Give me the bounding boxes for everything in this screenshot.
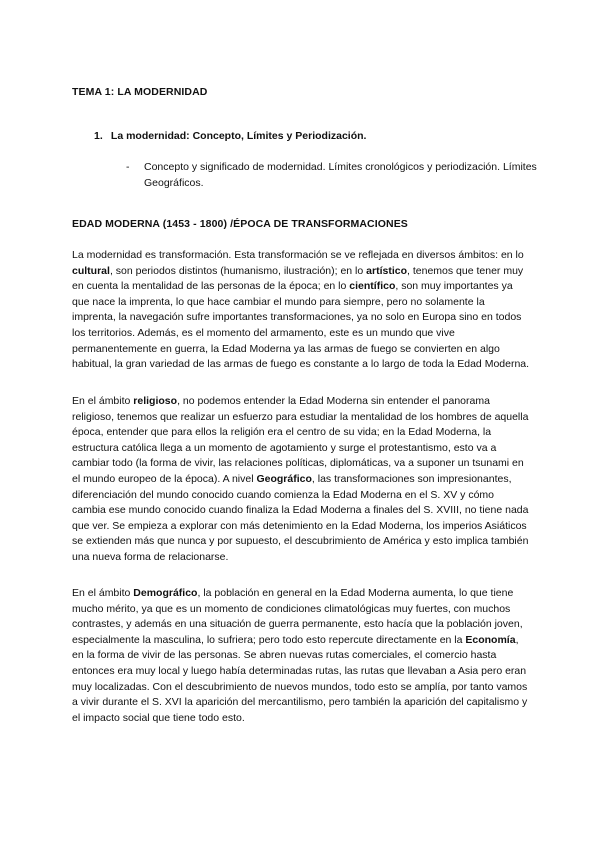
text-run: En el ámbito [72,587,134,599]
text-run: , son muy importantes ya que nace la imprenta, lo que hace cambiar el mundo para siempre, pero no solamente la imprenta, la navegación sufre importantes transformaciones, ya no solo en Europa sino en todos los territorios. Además, es el momento del armamento, este es un mundo que vive permanentemente en guerra, la Edad Moderna ya las armas de fuego se convierten en algo habitual, la gran variedad de las armas de fuego es constante a lo largo de toda la Edad Moderna. [72,280,530,371]
bold-term-geografico: Geográfico [256,472,312,485]
document-title: TEMA 1: LA MODERNIDAD [72,86,208,98]
bold-term-demografico: Demográfico [133,587,198,599]
bullet-dash: - [126,161,130,173]
text-run: En el ámbito [72,395,134,407]
paragraph-1 [72,248,530,373]
outline-subitem-text: Concepto y significado de modernidad. Límites cronológicos y periodización. Límites Geográficos. [144,161,537,189]
paragraph-2 [72,394,530,566]
text-run: , las transformaciones son impresionantes, diferenciación del mundo conocido cuando comienza la Edad Moderna en el S. XV y cómo cambia ese mundo conocido cuando finaliza la Edad Moderna a finales del S. XVIII, no tiene nada que ver. Se empieza a explorar con más detenimiento en la Edad Moderna, los imperios Asiáticos se extienden más que nunca y por supuesto, el descubrimiento de América y esto implica también una nueva forma de relacionarse. [72,472,529,563]
bold-term-religioso: religioso [133,395,178,407]
outline-item-number: 1. [94,130,103,142]
text-run: , la población en general en la Edad Moderna aumenta, lo que tiene mucho mérito, ya que es un momento de condiciones climatológicas muy fuertes, con muchos contrastes, y además en una situación de guerra permanente, esto hacía que la población joven, especialmente la masculina, lo sufriera; pero todo esto repercute directamente en la [72,587,523,646]
text-run: , tenemos que tener muy en cuenta la mentalidad de las personas de la época; en lo [72,264,524,293]
bold-term-cientifico: científico [349,280,396,293]
text-run: , son periodos distintos (humanismo, ilustración); en lo [109,264,367,277]
text-run: , en la forma de vivir de las personas. Se abren nuevas rutas comerciales, el comercio hasta entonces era muy local y luego había determinadas rutas, las rutas que llevaban a Asia pero eran muy localizadas. Con el descubrimiento de nuevos mundos, todo esto se amplía, por tanto vamos a vivir durante el S. XVI la aparición del mercantilismo, pero también la aparición del capitalismo y el impacto social que tiene todo esto. [72,633,528,724]
bold-term-artistico: artístico [366,264,408,277]
text-run: La modernidad es transformación. Esta transformación se ve reflejada en diversos ámbitos: en lo [72,249,524,261]
paragraph-3 [72,586,530,726]
outline-item-label: La modernidad: Concepto, Límites y Periodización. [110,130,367,142]
bold-term-cultural: cultural [72,264,110,277]
bold-term-economia: Economía [465,633,516,646]
section-heading: EDAD MODERNA (1453 - 1800) /ÉPOCA DE TRANSFORMACIONES [72,218,408,230]
text-run: , no podemos entender la Edad Moderna sin entender el panorama religioso, tenemos que realizar un esfuerzo para estudiar la mentalidad de los hombres de aquella época, entender que para ellos la religión era el centro de su vida; en la Edad Moderna, la estructura católica llega a un momento de agotamiento y surge el protestantismo, esto va a cambiar todo (la forma de vivir, las relaciones políticas, diplomáticas, va a suponer un tsunami en el mundo europeo de la época). A nivel [72,395,529,485]
outline-item-1 [94,130,366,142]
